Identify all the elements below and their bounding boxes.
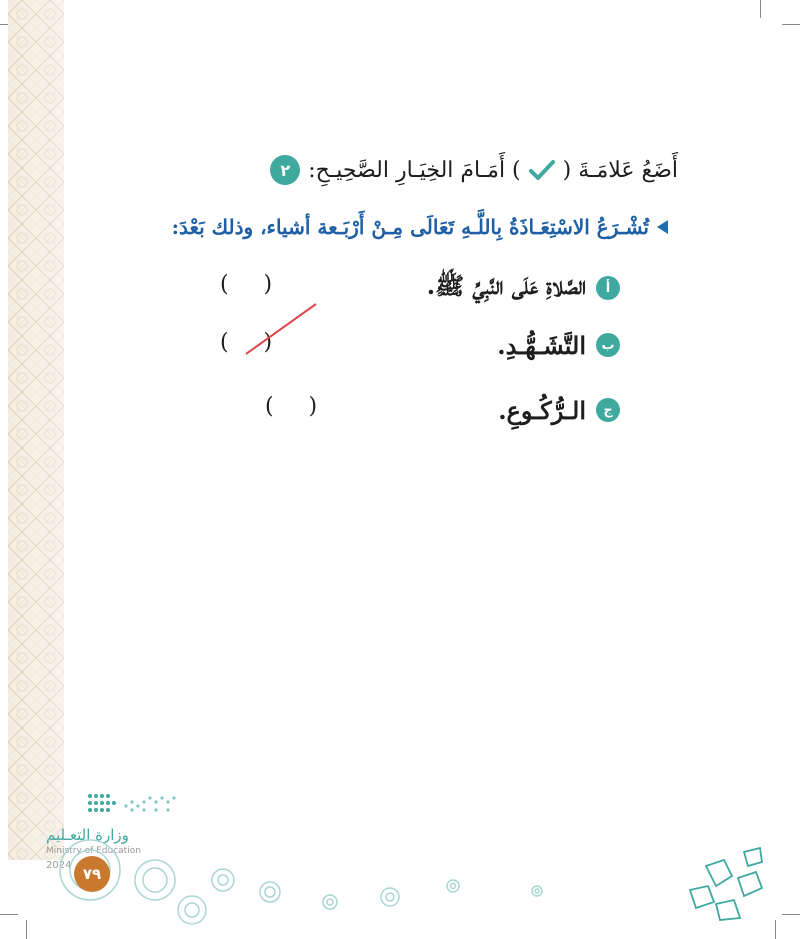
exercise-instruction (308, 157, 678, 183)
answer-box-a[interactable]: ( ) (220, 272, 273, 297)
crop-mark (775, 920, 776, 939)
crop-mark (760, 0, 761, 18)
ministry-name-ar: وزارة التعـليم (46, 826, 129, 844)
option-letter-badge: ج (596, 398, 620, 422)
question-line (172, 208, 668, 246)
check-mark-icon (527, 157, 557, 183)
instruction-after: ) أَمَـامَ الخِيَـارِ الصَّحِيـحِ: (308, 157, 521, 183)
answer-box-c[interactable]: ( ) (265, 394, 318, 419)
ministry-name-en: Ministry of Education (46, 846, 141, 856)
option-text: الـرُّكُـوعِ. (498, 395, 586, 425)
crop-mark (782, 24, 800, 25)
answer-box-b[interactable]: ( ) (220, 330, 273, 355)
option-c (498, 390, 620, 430)
crop-mark (782, 914, 800, 915)
triangle-bullet-icon (657, 220, 668, 234)
crop-mark (26, 920, 27, 939)
decorative-polygons (686, 846, 766, 926)
ministry-logo-icon (86, 790, 178, 816)
option-text: الصَّلاةِ عَلَى النَّبِيِّ ﷺ. (426, 270, 586, 300)
exercise-number-badge: ٢ (270, 155, 300, 185)
page-number-badge: ٧٩ (74, 856, 110, 892)
crop-mark (0, 914, 18, 915)
red-slash-mark (240, 300, 320, 360)
option-b (497, 325, 620, 365)
option-a (427, 268, 620, 308)
option-letter-badge: أ (596, 276, 620, 300)
question-text: تُشْـرَعُ الاسْتِعَـاذَةُ بِاللَّـهِ تَعَالَى مِـنْ أَرْبَـعة أشياء، وذلك بَعْدَ: (171, 215, 649, 239)
instruction-before: أَضَعُ عَلامَـةَ ( (562, 157, 678, 183)
option-text: التَّشَـهُّـدِ. (497, 330, 586, 360)
decorative-rosettes (40, 830, 600, 930)
option-letter-badge: ب (596, 333, 620, 357)
exercise-heading (270, 150, 678, 190)
edition-year: 2024 (46, 860, 72, 871)
decorative-side-pattern (8, 0, 64, 860)
